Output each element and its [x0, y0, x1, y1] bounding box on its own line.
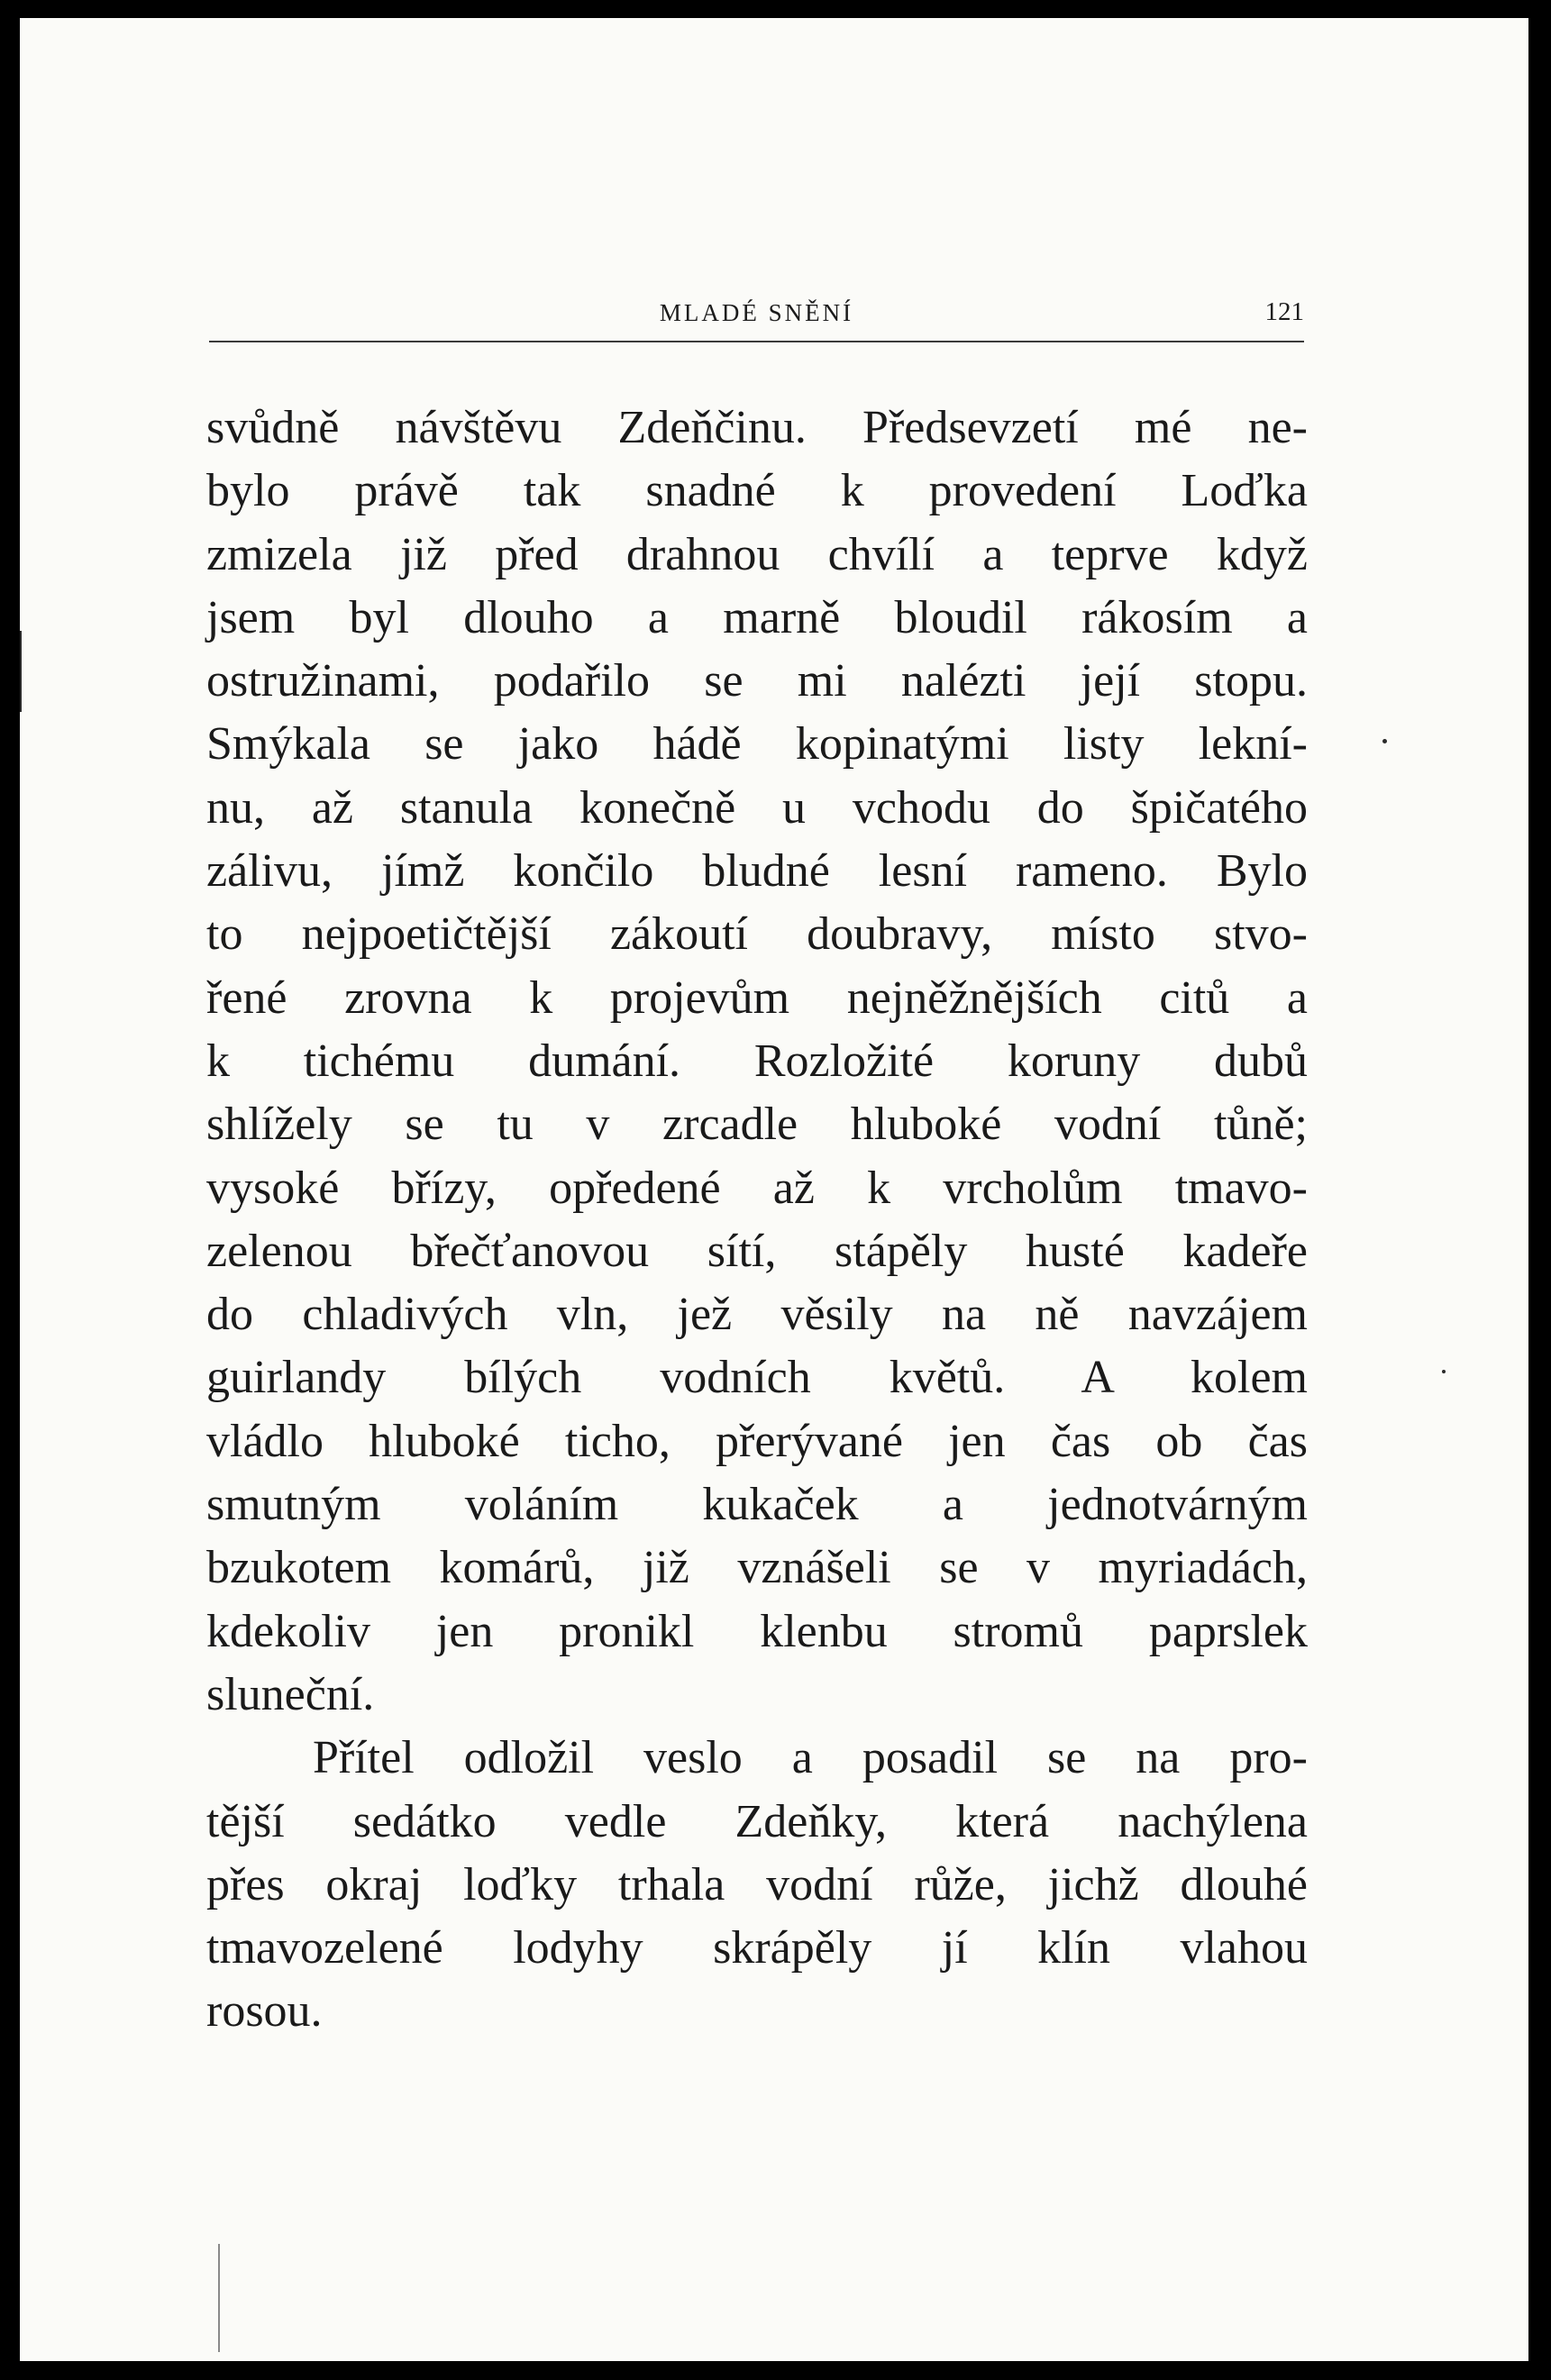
text-line: zelenou břečťanovou sítí, stápěly husté kadeře — [206, 1225, 1308, 1277]
text-line: sluneční. — [206, 1668, 375, 1720]
text-line: řené zrovna k projevům nejněžnějších citů a — [206, 971, 1308, 1024]
running-head: MLADÉ SNĚNÍ — [659, 299, 854, 326]
text-line: do chladivých vln, jež věsily na ně navzájem — [206, 1289, 1308, 1341]
text-line: ostružinami, podařilo se mi nalézti její stopu. — [206, 655, 1308, 707]
text-line: nu, až stanula konečně u vchodu do špičatého — [206, 781, 1308, 834]
text-line: shlížely se tu v zrcadle hluboké vodní tůně; — [206, 1099, 1308, 1151]
text-line: vysoké břízy, opředené až k vrcholům tmavo- — [206, 1162, 1308, 1214]
body-text — [206, 397, 1308, 2044]
text-line: smutným voláním kukaček a jednotvárným — [206, 1479, 1308, 1531]
scan-artifact — [1382, 739, 1387, 743]
text-line: k tichému dumání. Rozložité koruny dubů — [206, 1035, 1308, 1087]
text-line: zálivu, jímž končilo bludné lesní rameno. Bylo — [206, 845, 1308, 898]
text-line: tmavozelené lodyhy skrápěly jí klín vlahou — [206, 1922, 1308, 1974]
scan-artifact — [20, 631, 22, 712]
text-line: Přítel odložil veslo a posadil se na pro- — [313, 1732, 1308, 1784]
text-line: jsem byl dlouho a marně bloudil rákosím a — [206, 591, 1308, 643]
scan-artifact — [218, 2244, 220, 2352]
text-line: rosou. — [206, 1985, 323, 2038]
text-line: tější sedátko vedle Zdeňky, která nachýlena — [206, 1795, 1308, 1847]
text-line: zmizela již před drahnou chvílí a teprve když — [206, 528, 1308, 580]
text-line: Smýkala se jako hádě kopinatými listy lekní- — [206, 718, 1308, 771]
text-line: to nejpoetičtější zákoutí doubravy, místo stvo- — [206, 908, 1308, 961]
text-line: guirlandy bílých vodních květů. A kolem — [206, 1352, 1308, 1404]
book-page — [20, 18, 1528, 2361]
text-line: svůdně návštěvu Zdeňčinu. Předsevzetí mé ne- — [206, 402, 1308, 453]
scan-artifact — [1442, 1370, 1446, 1373]
text-line: bylo právě tak snadné k provedení Loďka — [206, 465, 1308, 517]
text-line: bzukotem komárů, již vznášeli se v myriadách, — [206, 1542, 1308, 1594]
header-rule — [209, 341, 1304, 342]
text-line: přes okraj loďky trhala vodní růže, jichž dlouhé — [206, 1858, 1308, 1910]
text-line: vládlo hluboké ticho, přerývané jen čas ob čas — [206, 1415, 1308, 1467]
text-line: kdekoliv jen pronikl klenbu stromů paprslek — [206, 1605, 1308, 1657]
page-header — [209, 294, 1304, 344]
page-number: 121 — [1264, 297, 1304, 326]
